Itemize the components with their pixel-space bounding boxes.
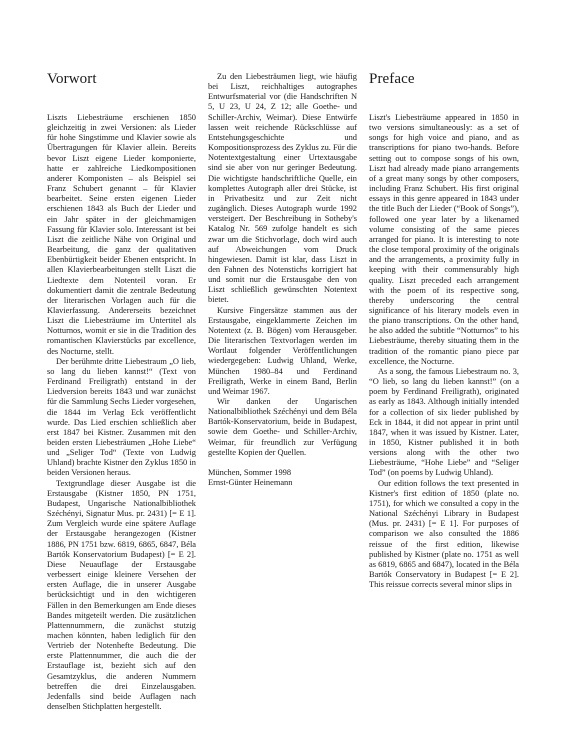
german-paragraph-4: Zu den Liebesträumen liegt, wie häufig bei Liszt, reichhaltiges autographes Entwurfsmaterial vor (die Handschriften N 5, U 23, U 24, Z 12; alle Goethe- und Schiller-Archiv, Weimar). Diese Entwürfe lassen weit reichende Rückschlüsse auf Entstehungsgeschichte und Kompositionsprozess des Zyklus zu. Für die Notentextgestaltung einer Urtextausgabe sind sie aber von nur geringer Bedeutung. Die wichtigste handschriftliche Quelle, ein komplettes Autograph aller drei Stücke, ist in Privatbesitz und zur Zeit nicht zugänglich. Dieses Autograph wurde 1992 versteigert. Der Beschreibung in Sotheby's Katalog Nr. 569 zufolge handelt es sich zwar um die Stichvorlage, doch wird auch auf Abweichungen vom Druck hingewiesen. Damit ist klar, dass Liszt in den Fahnen des Notenstichs korrigiert hat und somit nur die Erstausgabe den von Liszt schließlich gewünschten Notentext bietet. [208, 72, 357, 305]
english-paragraph-1: Liszt's Liebesträume appeared in 1850 in two versions simultaneously: as a set of songs for high voice and piano, and as transcriptions for piano two-hands. Before setting out to compose songs of his own, Liszt had already made piano arrangements of a great many songs by other composers, including Franz Schubert. His first original essays in this genre appeared in 1843 under the title Buch der Lieder (“Book of Songs”), followed one year later by a likenamed volume consisting of the same pieces arranged for piano. It is interesting to note the close temporal proximity of the originals and the arrangements, a proximity fully in keeping with their commensurably high quality. Liszt preceded each arrangement with the poem of its respective song, thereby underscoring the central significance of his literary models even in the piano transcriptions. On the other hand, he also added the subtitle “Notturnos” to his Liebesträume, thereby situating them in the tradition of the romantic piano piece par excellence, the Nocturne. [369, 113, 519, 366]
preface-heading-german: Vorwort [47, 71, 97, 87]
english-paragraph-3: Our edition follows the text presented in Kistner's first edition of 1850 (plate no. 1751), for which we consulted a copy in the National Széchényi Library in Budapest (Mus. pr. 2431) [= E 1]. For purposes of comparison we also consulted the 1886 reissue of the first edition, likewise published by Kistner (plate no. 1751 as well as 6819, 6865 and 6847), located in the Béla Bartók Conservatory in Budapest [= E 2]. This reissue corrects several minor slips in [369, 478, 519, 590]
english-column [369, 113, 519, 590]
german-paragraph-5: Kursive Fingersätze stammen aus der Erstausgabe, eingeklammerte Zeichen im Notentext (z. B. Bögen) vom Herausgeber. Die literarischen Textvorlagen werden im Wortlaut folgender Veröffentlichungen wiedergegeben: Ludwig Uhland, Werke, München 1980–84 und Ferdinand Freiligrath, Werke in einem Band, Berlin und Weimar 1967. [208, 305, 357, 396]
german-column-1 [47, 113, 196, 712]
german-author: Ernst-Günter Heinemann [208, 478, 293, 488]
german-column-2 [208, 72, 357, 488]
english-paragraph-2: As a song, the famous Liebestraum no. 3, “O lieb, so lang du lieben kannst!” (on a poem by Ferdinand Freiligrath), originated as early as 1843. Although initially intended for a collection of six lieder published by Eck in 1844, it did not appear in print until 1847, when it was issued by Kistner. Later, in 1850, Kistner published it in both versions along with the other two Liebesträume, “Hohe Liebe” and “Seliger Tod” (on poems by Ludwig Uhland). [369, 366, 519, 478]
german-place-date: München, Sommer 1998 [208, 467, 292, 477]
german-paragraph-2: Der berühmte dritte Liebestraum „O lieb, so lang du lieben kannst!“ (Text von Ferdinand Freiligrath) entstand in der Liedversion bereits 1843 und war zunächst für die Sammlung Sechs Lieder vorgesehen, die 1844 im Verlag Eck veröffentlicht wurde. Das Lied erschien schließlich aber erst 1847 bei Kistner. Zusammen mit den beiden ersten Liebesträumen „Hohe Liebe“ und „Seliger Tod“ (Texte von Ludwig Uhland) brachte Kistner den Zyklus 1850 in beiden Versionen heraus. [47, 356, 196, 478]
german-paragraph-6: Wir danken der Ungarischen Nationalbibliothek Széchényi und dem Béla Bartók-Konservatorium, beide in Budapest, sowie dem Goethe- und Schiller-Archiv, Weimar, für freundlich zur Verfügung gestellte Kopien der Quellen. [208, 397, 357, 457]
german-paragraph-1: Liszts Liebesträume erschienen 1850 gleichzeitig in zwei Versionen: als Lieder für hohe Singstimme und Klavier sowie als Übertragungen für Klavier allein. Bereits bevor Liszt eigene Lieder komponierte, hatte er zahlreiche Liedkompositionen anderer Komponisten – als Beispiel sei Franz Schubert genannt – für Klavier bearbeitet. Seine ersten eigenen Lieder erschienen 1843 als Buch der Lieder und ein Jahr später in der gleichmamigen Fassung für Klavier solo. Interessant ist bei Liszt die zeitliche Nähe von Original und Bearbeitung, die ganz der qualitativen Ebenbürtigkeit beider Ebenen entspricht. In allen Klavierbearbeitungen stellt Liszt die Liedtexte dem Notenteil voran. Er dokumentiert damit die zentrale Bedeutung der literarischen Vorlagen auch für die Klavierfassung. Andererseits bezeichnet Liszt die Liebesträume im Untertitel als Notturnos, womit er sie in die Tradition des romantischen Klavierstücks par excellence, des Nocturne, stellt. [47, 113, 196, 356]
preface-heading-english: Preface [369, 71, 415, 87]
german-paragraph-3: Textgrundlage dieser Ausgabe ist die Erstausgabe (Kistner 1850, PN 1751, Budapest, Ungarische Nationalbibliothek Széchényi, Signatur Mus. pr. 2431) [= E 1]. Zum Vergleich wurde eine spätere Auflage der Erstausgabe herangezogen (Kistner 1886, PN 1751 bzw. 6819, 6865, 6847, Béla Bartók Konservatorium Budapest) [= E 2]. Diese Neuauflage der Erstausgabe verbessert einige kleinere Versehen der ersten Auflage, die in unserer Ausgabe berücksichtigt und in den wichtigeren Fällen in den Bemerkungen am Ende dieses Bandes mitgeteilt werden. Die zusätzlichen Plattennummern, die zunächst stutzig machen könnten, haben lediglich für den Vertrieb der Notenhefte Bedeutung. Die erste Plattennummer, die auch die der Erstauflage ist, bezieht sich auf den Gesamtzyklus, die anderen Nummern betreffen die drei Einzelausgaben. Jedenfalls sind beide Auflagen nach denselben Stichplatten hergestellt. [47, 478, 196, 712]
